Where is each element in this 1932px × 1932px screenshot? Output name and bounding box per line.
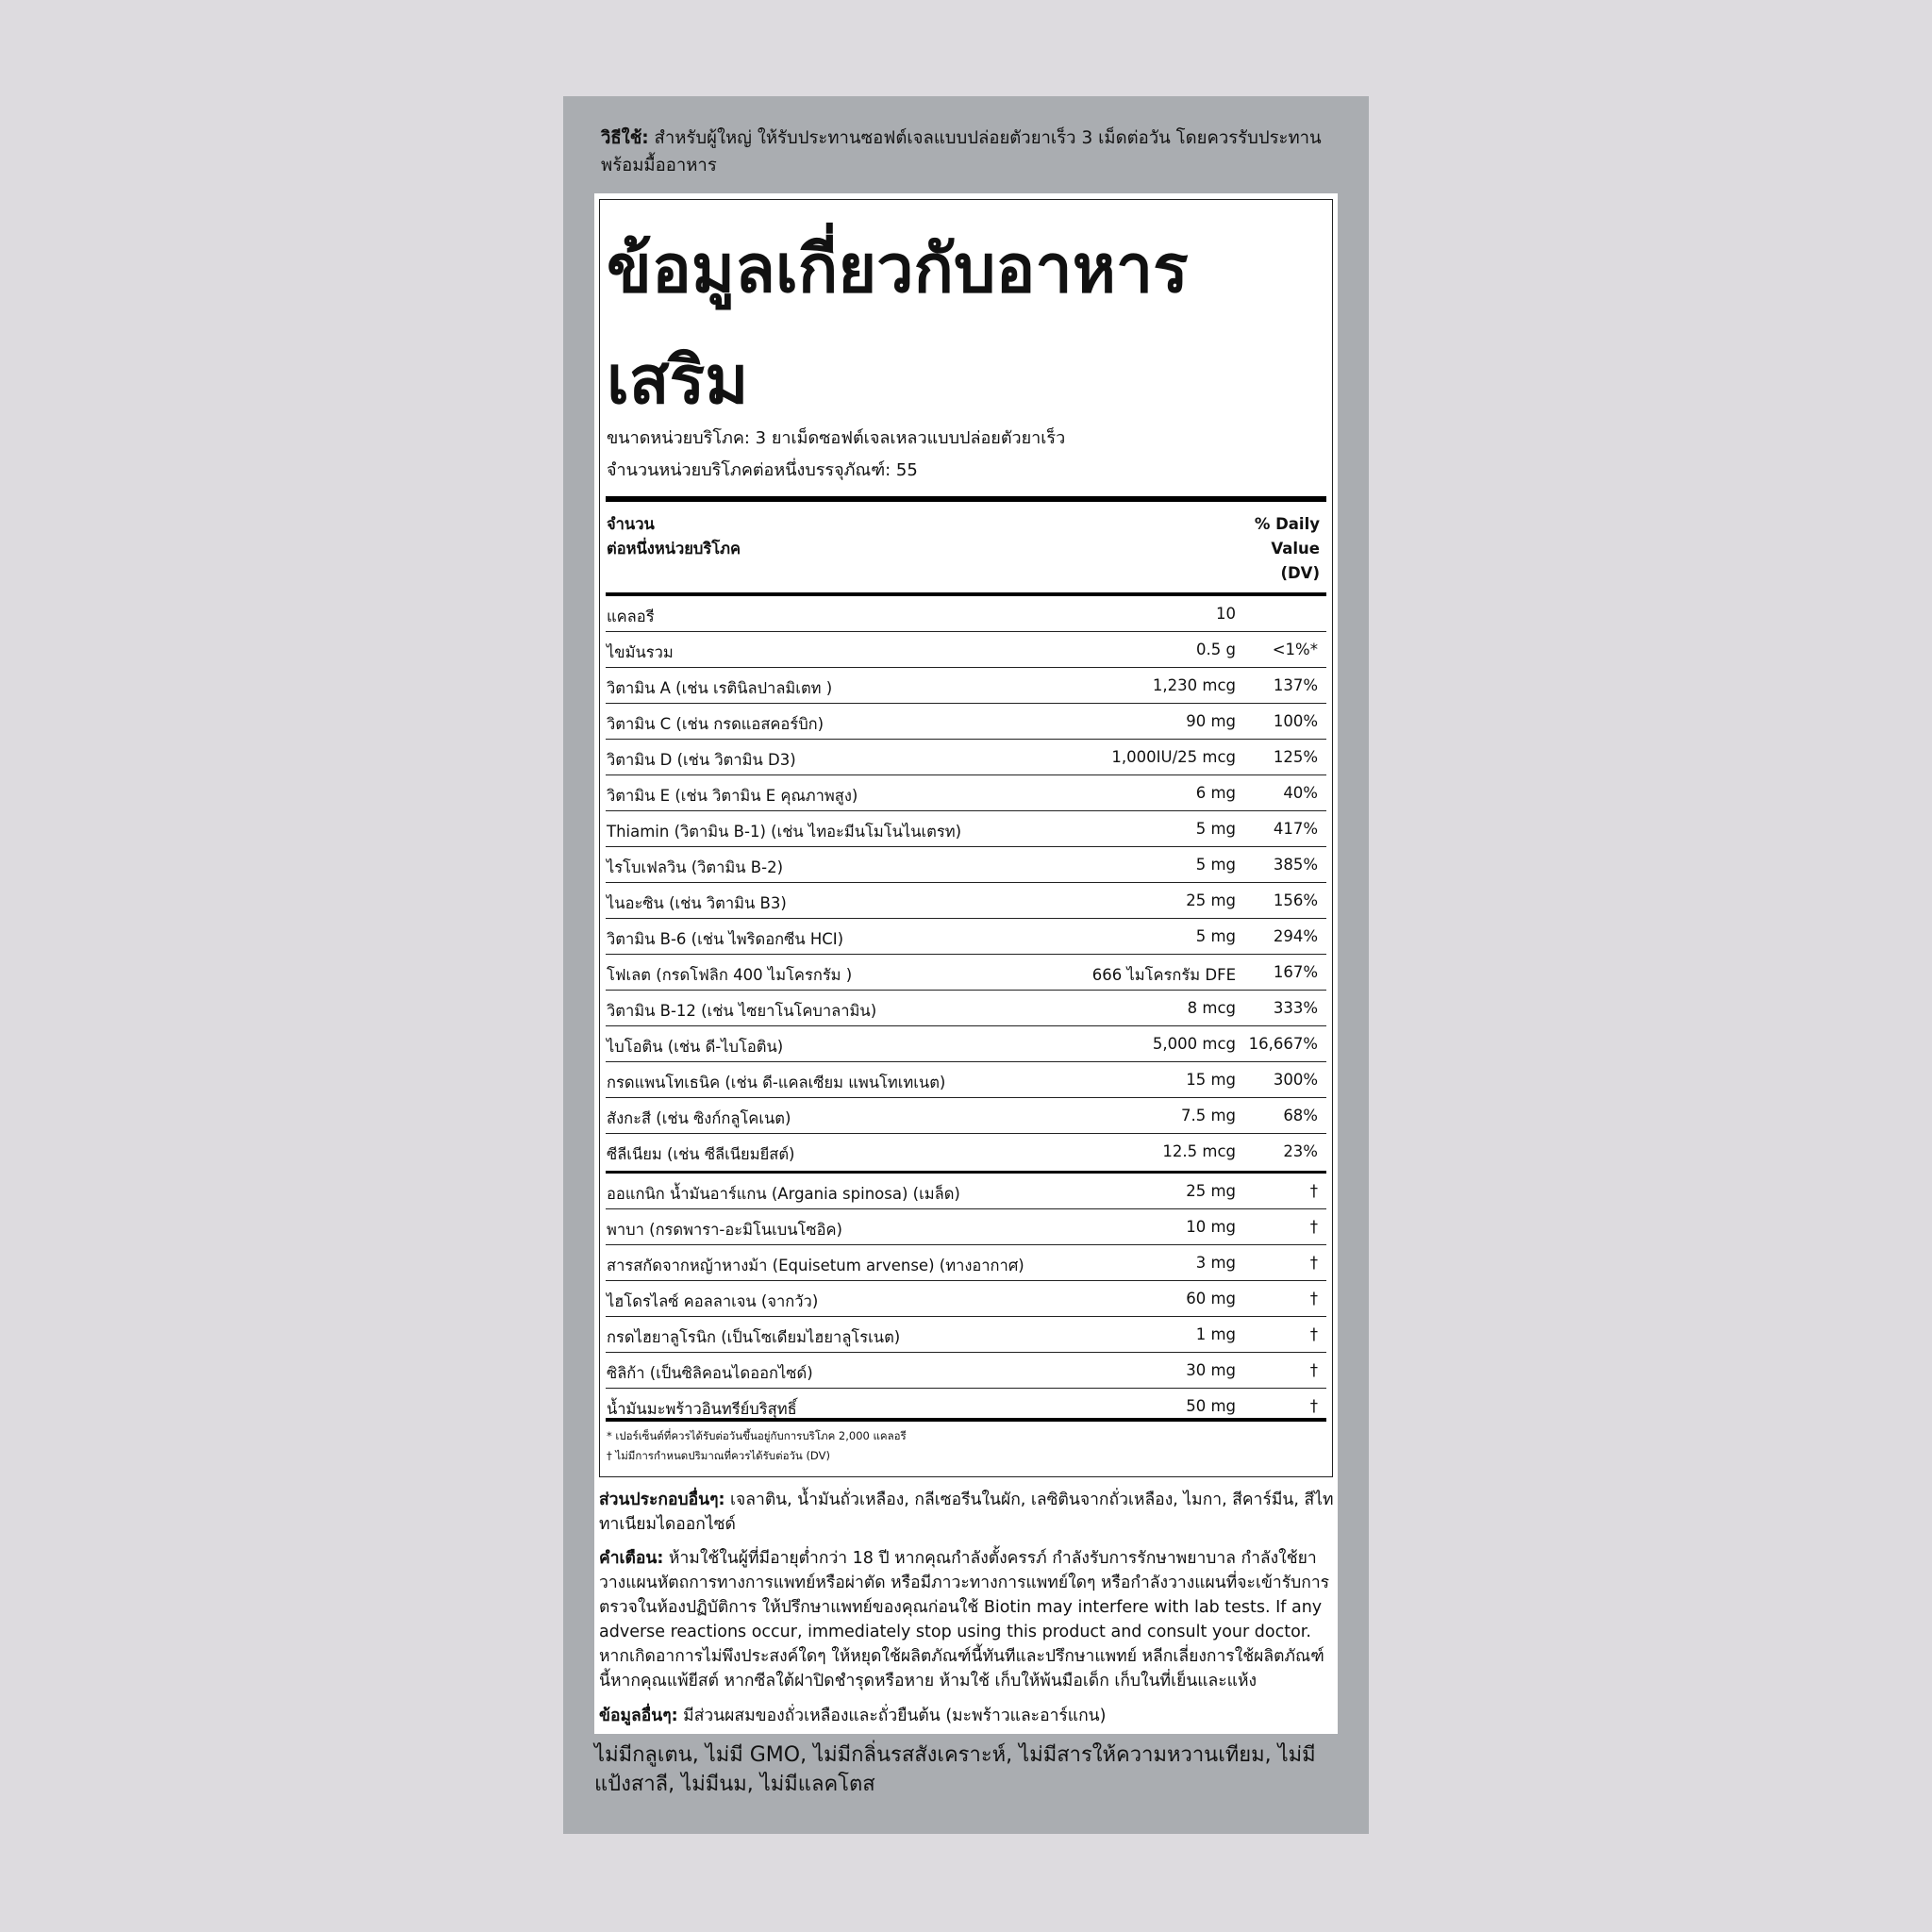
- row-amount: 15 mg: [1186, 1071, 1236, 1089]
- bottom-divider: [606, 1418, 1326, 1422]
- row-amount: 7.5 mg: [1180, 1107, 1236, 1124]
- row-name: สังกะสี (เช่น ซิงก์กลูโคเนต): [607, 1109, 791, 1127]
- free-from-statement: ไม่มีกลูเตน, ไม่มี GMO, ไม่มีกลิ่นรสสังเคราะห์, ไม่มีสารให้ความหวานเทียม, ไม่มีแป้งสาลี, ไม่มีนม, ไม่มีแลคโตส: [594, 1743, 1316, 1796]
- table-row: [606, 919, 1326, 955]
- row-name: พาบา (กรดพารา-อะมิโนเบนโซอิค): [607, 1221, 842, 1239]
- row-name: ซีลีเนียม (เช่น ซีลีเนียมยีสต์): [607, 1145, 795, 1163]
- table-row: [606, 1317, 1326, 1353]
- row-name: กรดแพนโทเธนิค (เช่น ดี-แคลเซียม แพนโทเทเนต): [607, 1074, 946, 1091]
- row-name: แคลอรี: [607, 608, 655, 625]
- row-amount: 12.5 mcg: [1162, 1142, 1236, 1160]
- row-dv: 156%: [1273, 891, 1318, 909]
- label-panel: [563, 96, 1369, 1834]
- white-card: [594, 193, 1338, 1734]
- other-ingredients-text: เจลาติน, น้ำมันถั่วเหลือง, กลีเซอรีนในผัก, เลซิตินจากถั่วเหลือง, ไมกา, สีคาร์มีน, สีไททาเนียมไดออกไซด์: [599, 1491, 1334, 1534]
- row-name: ไขมันรวม: [607, 643, 674, 661]
- serving-size: ขนาดหน่วยบริโภค: 3 ยาเม็ดซอฟต์เจลเหลวแบบปล่อยตัวยาเร็ว: [607, 428, 1066, 448]
- table-row: [606, 1174, 1326, 1209]
- row-name: วิตามิน E (เช่น วิตามิน E คุณภาพสูง): [607, 787, 858, 805]
- header-amount-line1: จำนวน: [607, 515, 655, 533]
- table-row: [606, 811, 1326, 847]
- row-amount: 60 mg: [1186, 1290, 1236, 1307]
- table-row: [606, 740, 1326, 775]
- row-amount: 90 mg: [1186, 712, 1236, 730]
- warning-text: ห้ามใช้ในผู้ที่มีอายุต่ำกว่า 18 ปี หากคุณกำลังตั้งครรภ์ กำลังรับการรักษาพยาบาล กำลังใช้ยา วางแผนหัตถการทางการแพทย์หรือผ่าตัด หรือมีภาวะทางการแพทย์ใดๆ หรือกำลังวางแผนที่จะเข้ารับการตรวจในห้องปฏิบัติการ ให้ปรึกษาแพทย์ของคุณก่อนใช้ Biotin may interfere with lab tests. If any adverse reactions occur, immediately stop using this product and consult your doctor. หากเกิดอาการไม่พึงประสงค์ใดๆ ให้หยุดใช้ผลิตภัณฑ์นี้ทันทีและปรึกษาแพทย์ หลีกเลี่ยงการใช้ผลิตภัณฑ์นี้หากคุณแพ้ยีสต์ หากซีลใต้ฝาปิดชำรุดหรือหาย ห้ามใช้ เก็บให้พ้นมือเด็ก เก็บในที่เย็นและแห้ง: [599, 1549, 1330, 1690]
- table-row: [606, 1245, 1326, 1281]
- header-amount-line2: ต่อหนึ่งหน่วยบริโภค: [607, 540, 741, 558]
- header-dv-line2: Value: [1271, 540, 1320, 558]
- warning-label: คำเตือน:: [599, 1549, 664, 1568]
- other-info: [599, 1704, 1335, 1728]
- row-name: วิตามิน A (เช่น เรตินิลปาลมิเตท ): [607, 679, 833, 697]
- row-amount: 1,000IU/25 mcg: [1111, 748, 1236, 766]
- header-dv: [1255, 512, 1320, 586]
- table-row: [606, 1134, 1326, 1169]
- row-amount: 5 mg: [1195, 820, 1236, 838]
- row-amount: 0.5 g: [1196, 641, 1236, 658]
- row-dv: 23%: [1283, 1142, 1318, 1160]
- row-amount: 5,000 mcg: [1152, 1035, 1236, 1053]
- row-name: ซิลิก้า (เป็นซิลิคอนไดออกไซด์): [607, 1364, 813, 1382]
- table-row: [606, 847, 1326, 883]
- other-info-label: ข้อมูลอื่นๆ:: [599, 1707, 678, 1725]
- row-dv: †: [1309, 1361, 1318, 1379]
- row-dv: 100%: [1273, 712, 1318, 730]
- footnote-dagger: † ไม่มีการกำหนดปริมาณที่ควรได้รับต่อวัน (DV): [607, 1449, 830, 1462]
- row-name: กรดไฮยาลูโรนิก (เป็นโซเดียมไฮยาลูโรเนต): [607, 1328, 901, 1346]
- row-amount: 25 mg: [1186, 891, 1236, 909]
- row-name: ไรโบเฟลวิน (วิตามิน B-2): [607, 858, 784, 876]
- row-amount: 666 ไมโครกรัม DFE: [1091, 966, 1236, 984]
- row-amount: 10 mg: [1186, 1218, 1236, 1236]
- header-dv-line3: (DV): [1280, 564, 1320, 582]
- directions-label: วิธีใช้:: [601, 128, 649, 148]
- row-dv: 167%: [1273, 963, 1318, 981]
- row-amount: 5 mg: [1195, 927, 1236, 945]
- table-row: [606, 991, 1326, 1026]
- table-header: [607, 512, 1320, 582]
- row-amount: 1,230 mcg: [1152, 676, 1236, 694]
- row-name: วิตามิน D (เช่น วิตามิน D3): [607, 751, 796, 769]
- row-dv: 125%: [1273, 748, 1318, 766]
- nutrient-rows: [606, 596, 1326, 1169]
- row-dv: †: [1309, 1218, 1318, 1236]
- thick-divider: [606, 496, 1326, 502]
- row-dv: †: [1309, 1182, 1318, 1200]
- table-row: [606, 596, 1326, 632]
- row-dv: 40%: [1283, 784, 1318, 802]
- row-name: สารสกัดจากหญ้าหางม้า (Equisetum arvense) (ทางอากาศ): [607, 1257, 1024, 1274]
- row-dv: 294%: [1273, 927, 1318, 945]
- table-row: [606, 775, 1326, 811]
- row-dv: 333%: [1273, 999, 1318, 1017]
- row-name: ไบโอติน (เช่น ดี-ไบโอติน): [607, 1038, 784, 1056]
- row-amount: 1 mg: [1195, 1325, 1236, 1343]
- table-row: [606, 1209, 1326, 1245]
- row-amount: 3 mg: [1195, 1254, 1236, 1272]
- supplement-facts-box: [599, 199, 1333, 1477]
- table-row: [606, 883, 1326, 919]
- table-row: [606, 1353, 1326, 1389]
- footnotes: [607, 1426, 907, 1466]
- row-amount: 8 mcg: [1187, 999, 1236, 1017]
- row-dv: 300%: [1273, 1071, 1318, 1089]
- directions-text: [601, 125, 1346, 179]
- row-name: วิตามิน B-12 (เช่น ไซยาโนโคบาลามิน): [607, 1002, 877, 1020]
- row-dv: 16,667%: [1248, 1035, 1318, 1053]
- row-dv: <1%*: [1272, 641, 1318, 658]
- other-info-text: มีส่วนผสมของถั่วเหลืองและถั่วยืนต้น (มะพร้าวและอาร์แกน): [677, 1707, 1107, 1725]
- row-amount: 10: [1216, 605, 1236, 623]
- row-name: โฟเลต (กรดโฟลิก 400 ไมโครกรัม ): [607, 966, 853, 984]
- row-amount: 25 mg: [1186, 1182, 1236, 1200]
- row-dv: 137%: [1273, 676, 1318, 694]
- other-ingredients-label: ส่วนประกอบอื่นๆ:: [599, 1491, 725, 1509]
- row-dv: 385%: [1273, 856, 1318, 874]
- row-amount: 50 mg: [1186, 1397, 1236, 1415]
- other-nutrient-rows: [606, 1174, 1326, 1424]
- row-dv: 68%: [1283, 1107, 1318, 1124]
- row-amount: 30 mg: [1186, 1361, 1236, 1379]
- row-amount: 5 mg: [1195, 856, 1236, 874]
- servings-per-container: จำนวนหน่วยบริโภคต่อหนึ่งบรรจุภัณฑ์: 55: [607, 460, 918, 480]
- row-dv: †: [1309, 1325, 1318, 1343]
- row-dv: †: [1309, 1254, 1318, 1272]
- row-name: ออแกนิก น้ำมันอาร์แกน (Argania spinosa) (เมล็ด): [607, 1185, 960, 1203]
- table-row: [606, 955, 1326, 991]
- row-name: ไฮโดรไลซ์ คอลลาเจน (จากวัว): [607, 1292, 819, 1310]
- row-name: น้ำมันมะพร้าวอินทรีย์บริสุทธิ์: [607, 1400, 797, 1418]
- row-name: ไนอะซิน (เช่น วิตามิน B3): [607, 894, 787, 912]
- directions-body: สำหรับผู้ใหญ่ ให้รับประทานซอฟต์เจลแบบปล่อยตัวยาเร็ว 3 เม็ดต่อวัน โดยควรรับประทานพร้อมมื้ออาหาร: [601, 128, 1322, 175]
- table-row: [606, 1281, 1326, 1317]
- table-row: [606, 1026, 1326, 1062]
- row-amount: 6 mg: [1195, 784, 1236, 802]
- row-name: วิตามิน B-6 (เช่น ไพริดอกซีน HCI): [607, 930, 844, 948]
- row-dv: †: [1309, 1397, 1318, 1415]
- footnote-dv: * เปอร์เซ็นต์ที่ควรได้รับต่อวันขึ้นอยู่กับการบริโภค 2,000 แคลอรี: [607, 1429, 907, 1442]
- other-ingredients: [599, 1488, 1335, 1537]
- row-dv: †: [1309, 1290, 1318, 1307]
- facts-title: ข้อมูลเกี่ยวกับอาหารเสริม: [607, 230, 1189, 419]
- table-row: [606, 1062, 1326, 1098]
- row-name: วิตามิน C (เช่น กรดแอสคอร์บิก): [607, 715, 824, 733]
- table-row: [606, 668, 1326, 704]
- warning: [599, 1546, 1335, 1693]
- row-name: Thiamin (วิตามิน B-1) (เช่น ไทอะมีนโมโนไนเตรท): [607, 823, 962, 841]
- table-row: [606, 632, 1326, 668]
- row-dv: 417%: [1273, 820, 1318, 838]
- header-dv-line1: % Daily: [1254, 515, 1320, 533]
- table-row: [606, 704, 1326, 740]
- table-row: [606, 1098, 1326, 1134]
